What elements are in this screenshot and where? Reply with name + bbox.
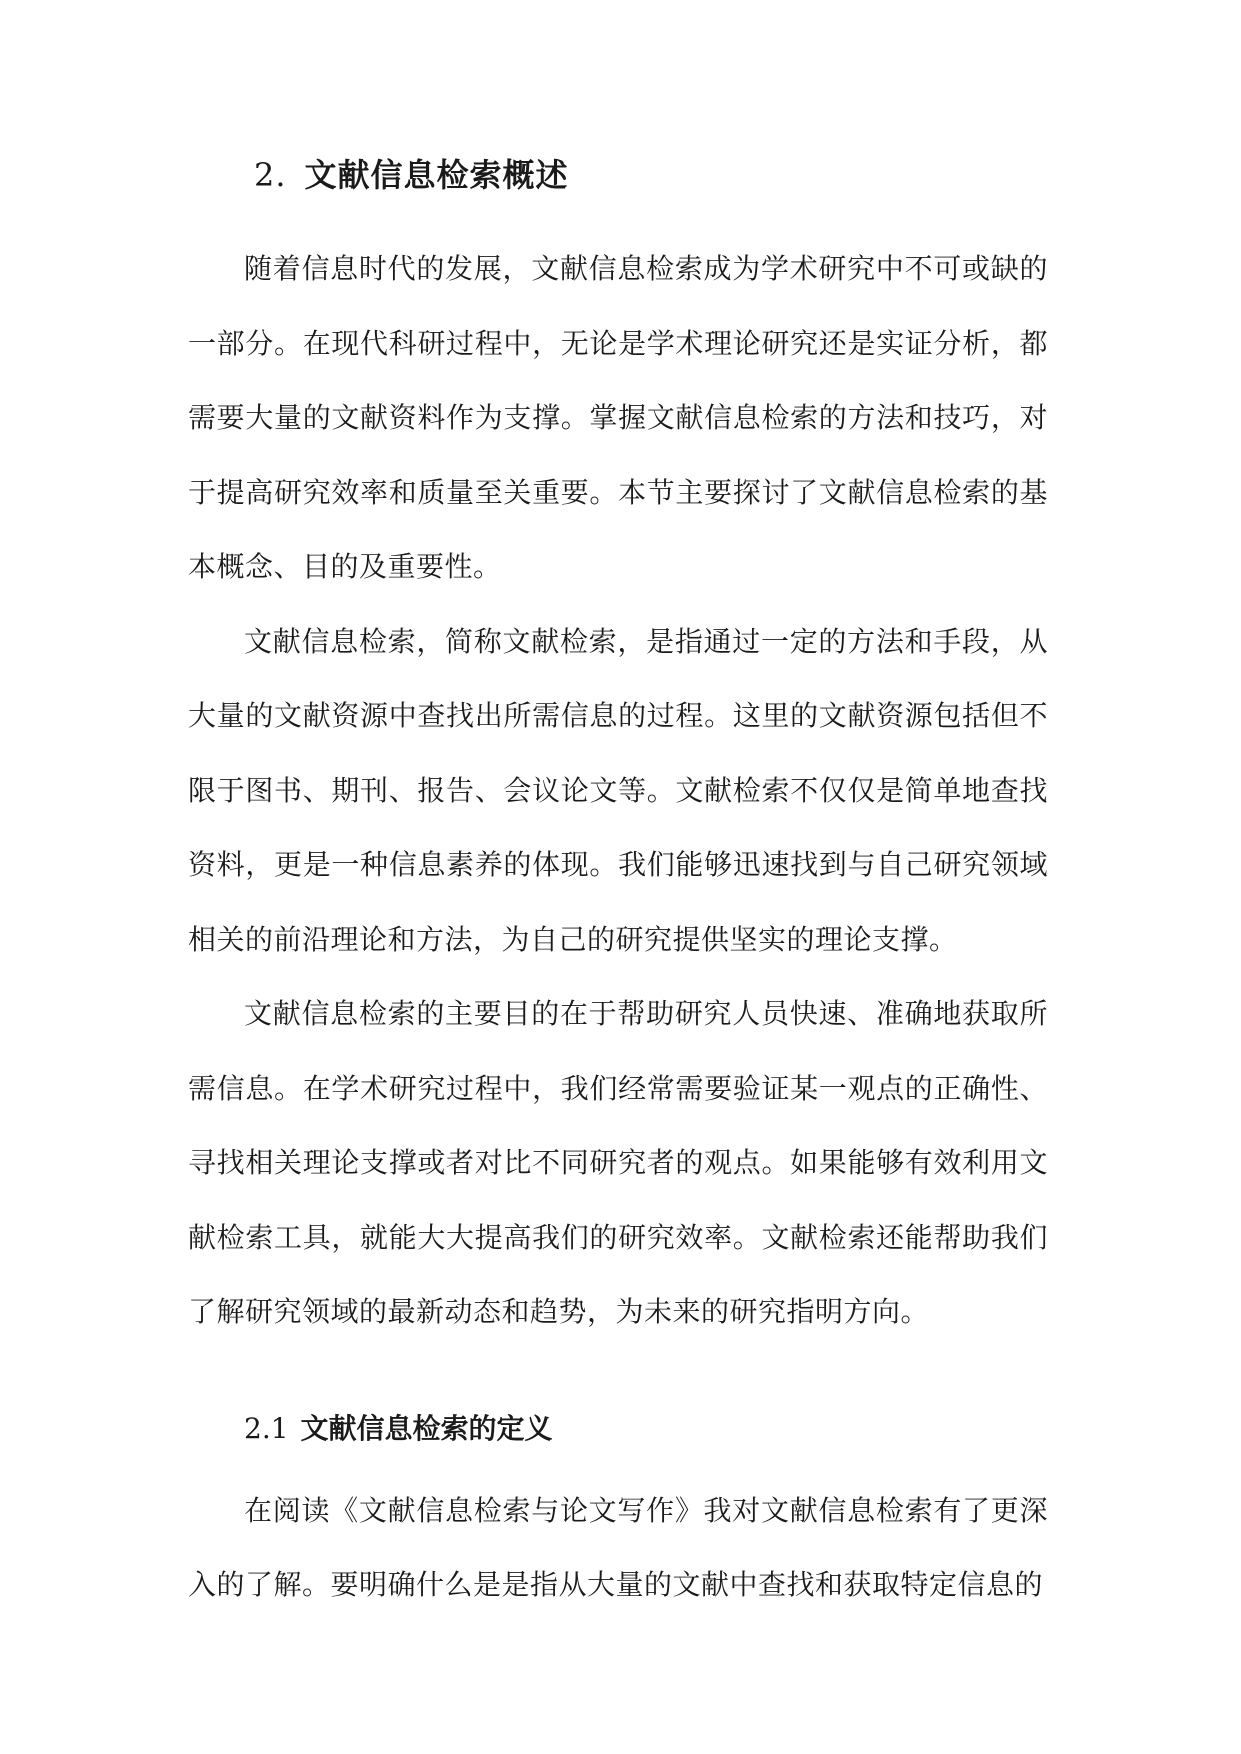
section-title: 文献信息检索概述 — [304, 156, 569, 194]
page-content — [188, 140, 1048, 1623]
body-paragraph: 文献信息检索，简称文献检索，是指通过一定的方法和手段，从大量的文献资源中查找出所需信息的过程。这里的文献资源包括但不限于图书、期刊、报告、会议论文等。文献检索不仅仅是简单地查找资料，更是一种信息素养的体现。我们能够迅速找到与自己研究领域相关的前沿理论和方法，为自己的研究提供坚实的理论支撑。 — [188, 624, 1048, 956]
subsection-title: 文献信息检索的定义 — [300, 1411, 553, 1445]
body-paragraph: 在阅读《文献信息检索与论文写作》我对文献信息检索有了更深入的了解。要明确什么是是指从大量的文献中查找和获取特定信息的 — [188, 1493, 1048, 1601]
body-paragraph: 随着信息时代的发展，文献信息检索成为学术研究中不可或缺的一部分。在现代科研过程中，无论是学术理论研究还是实证分析，都需要大量的文献资料作为支撑。掌握文献信息检索的方法和技巧，对于提高研究效率和质量至关重要。本节主要探讨了文献信息检索的基本概念、目的及重要性。 — [188, 252, 1048, 583]
subsection-heading — [188, 1396, 1048, 1462]
subsection-number: 2.1 — [244, 1411, 289, 1445]
body-paragraph: 文献信息检索的主要目的在于帮助研究人员快速、准确地获取所需信息。在学术研究过程中，我们经常需要验证某一观点的正确性、寻找相关理论支撑或者对比不同研究者的观点。如果能够有效利用文献检索工具，就能大大提高我们的研究效率。文献检索还能帮助我们了解研究领域的最新动态和趋势，为未来的研究指明方向。 — [188, 997, 1048, 1328]
section-heading — [188, 140, 1048, 210]
section-number: 2. — [254, 156, 287, 194]
